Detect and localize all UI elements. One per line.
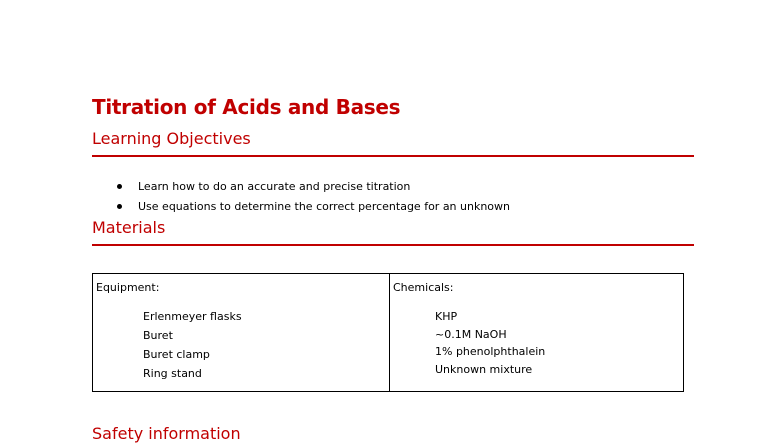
document-title: Titration of Acids and Bases bbox=[92, 95, 401, 119]
materials-heading: Materials bbox=[92, 218, 166, 237]
list-item: 1% phenolphthalein bbox=[435, 345, 546, 358]
bullet-icon bbox=[117, 184, 122, 189]
chemicals-list bbox=[435, 308, 545, 378]
objective-text: Use equations to determine the correct percentage for an unknown bbox=[138, 200, 511, 213]
safety-heading: Safety information bbox=[92, 424, 241, 443]
list-item bbox=[115, 198, 510, 218]
equipment-list bbox=[143, 308, 242, 384]
heading-rule bbox=[92, 155, 694, 157]
list-item: KHP bbox=[435, 310, 458, 323]
materials-table bbox=[92, 273, 684, 392]
list-item: ~0.1M NaOH bbox=[435, 327, 507, 341]
chemicals-cell bbox=[390, 274, 683, 391]
list-item: Erlenmeyer flasks bbox=[143, 310, 242, 323]
list-item bbox=[115, 178, 510, 198]
learning-objectives-heading: Learning Objectives bbox=[92, 129, 251, 148]
equipment-header: Equipment: bbox=[96, 281, 160, 294]
list-item: Unknown mixture bbox=[435, 362, 533, 376]
learning-objectives-list bbox=[115, 178, 510, 218]
equipment-cell bbox=[93, 274, 390, 391]
objective-text: Learn how to do an accurate and precise titration bbox=[138, 180, 411, 193]
chemicals-header: Chemicals: bbox=[393, 281, 454, 294]
bullet-icon bbox=[117, 204, 122, 209]
heading-rule bbox=[92, 244, 694, 246]
list-item: Buret clamp bbox=[143, 348, 210, 361]
list-item: Ring stand bbox=[143, 367, 202, 380]
list-item: Buret bbox=[143, 329, 173, 342]
